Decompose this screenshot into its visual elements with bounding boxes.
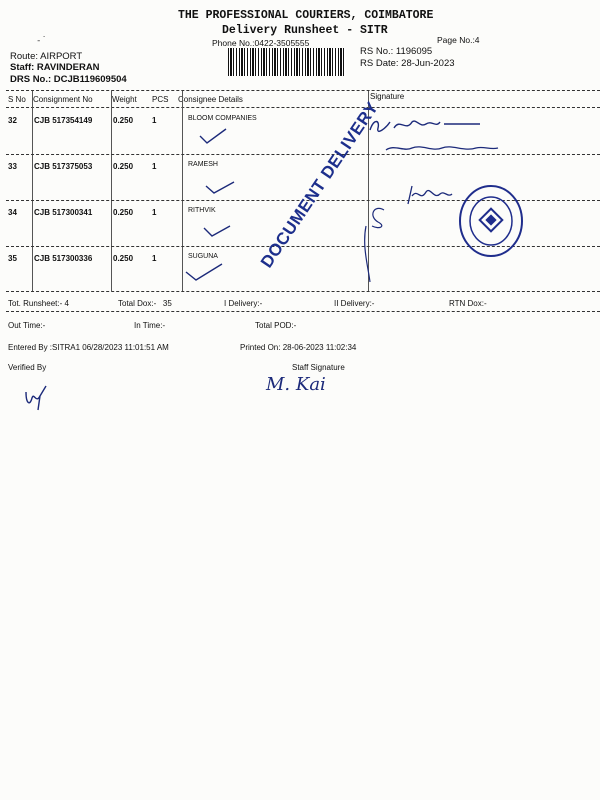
entered-by: Entered By :SITRA1 06/28/2023 11:01:51 AM <box>8 343 169 352</box>
route: Route: AIRPORT <box>10 51 83 62</box>
col-consignment: Consignment No <box>33 95 93 104</box>
staff-signature-label: Staff Signature <box>292 363 345 372</box>
row-pcs: 1 <box>152 116 157 125</box>
row-pcs: 1 <box>152 254 157 263</box>
row-sno: 35 <box>8 254 17 263</box>
staff: Staff: RAVINDERAN <box>10 62 100 73</box>
verified-signature <box>22 384 48 412</box>
row-weight: 0.250 <box>113 208 134 217</box>
signature-34 <box>404 180 454 210</box>
in-time: In Time:- <box>134 321 166 330</box>
col-pcs: PCS <box>152 95 169 104</box>
col-consignee: Consignee Details <box>178 95 243 104</box>
row-weight: 0.250 <box>113 116 134 125</box>
runsheet-title: Delivery Runsheet - SITR <box>222 24 388 37</box>
rs-date: RS Date: 28-Jun-2023 <box>360 58 455 69</box>
printed-on: Printed On: 28-06-2023 11:02:34 <box>240 343 357 352</box>
row-sno: 33 <box>8 162 17 171</box>
divider <box>6 311 600 312</box>
row-pcs: 1 <box>152 162 157 171</box>
row-sno: 32 <box>8 116 17 125</box>
bank-seal <box>458 183 524 259</box>
row-consignee: RAMESH <box>188 161 218 168</box>
check-mark-icon <box>204 178 236 196</box>
row-pcs: 1 <box>152 208 157 217</box>
tot-runsheet: Tot. Runsheet:- 4 <box>8 299 69 308</box>
page-number: Page No.:4 <box>437 35 480 45</box>
phone-number: Phone No.:0422-3505555 <box>212 38 310 48</box>
divider <box>6 154 600 155</box>
row-consignee: BLOOM COMPANIES <box>188 115 257 122</box>
staff-signature: M. Kai <box>266 374 326 395</box>
verified-by: Verified By <box>8 363 47 372</box>
row-consignment: CJB 517300341 <box>34 208 93 217</box>
total-pod: Total POD:- <box>255 321 297 330</box>
column-line <box>32 91 33 291</box>
barcode <box>228 48 346 76</box>
rtn-dox: RTN Dox:- <box>449 299 487 308</box>
row-consignee: SUGUNA <box>188 253 218 260</box>
row-sno: 34 <box>8 208 17 217</box>
row-consignment: CJB 517300336 <box>34 254 93 263</box>
out-time: Out Time:- <box>8 321 46 330</box>
column-line <box>111 91 112 291</box>
mark-icon: -˙ <box>36 36 47 46</box>
check-mark-icon <box>202 222 232 240</box>
total-dox: Total Dox:- 35 <box>118 299 172 308</box>
check-mark-icon <box>198 126 228 146</box>
column-line <box>182 91 183 291</box>
i-delivery: I Delivery:- <box>224 299 263 308</box>
row-consignee: RITHVIK <box>188 207 216 214</box>
document-delivery-stamp: DOCUMENT DELIVERY <box>256 98 383 272</box>
row-consignment: CJB 517354149 <box>34 116 93 125</box>
col-weight: Weight <box>112 95 137 104</box>
drs-number: DRS No.: DCJB119609504 <box>10 74 127 85</box>
check-mark-icon <box>184 260 224 284</box>
divider <box>6 90 600 91</box>
company-name: THE PROFESSIONAL COURIERS, COIMBATORE <box>178 9 434 22</box>
row-weight: 0.250 <box>113 254 134 263</box>
signature-stroke-34 <box>360 196 400 286</box>
divider <box>6 107 600 108</box>
ii-delivery: II Delivery:- <box>334 299 375 308</box>
consignee-signature-32 <box>360 108 510 163</box>
col-sno: S No <box>8 95 26 104</box>
row-consignment: CJB 517375053 <box>34 162 93 171</box>
divider <box>6 291 600 292</box>
rs-number: RS No.: 1196095 <box>360 46 433 57</box>
row-weight: 0.250 <box>113 162 134 171</box>
col-signature: Signature <box>370 92 405 101</box>
